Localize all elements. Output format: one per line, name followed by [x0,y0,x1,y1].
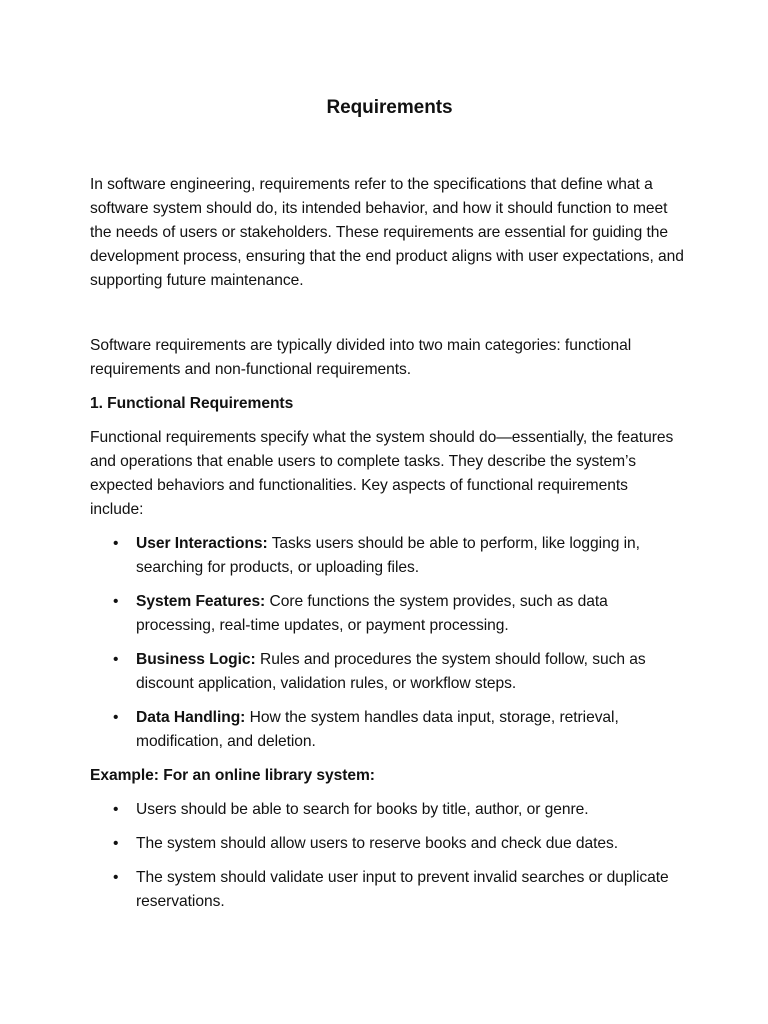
aspect-term: Data Handling: [136,709,246,726]
example-heading: Example: For an online library system: [90,767,375,784]
example-list [90,798,685,914]
list-item [90,798,685,822]
functional-requirements-heading: 1. Functional Requirements [90,395,294,412]
bullet-icon: • [113,535,119,552]
list-item [90,648,685,696]
list-item [90,532,685,580]
aspect-text: Rules and procedures the system should follow, such as discount application, validation rules, or workflow steps. [136,651,646,692]
example-text: Users should be able to search for books by title, author, or genre. [136,801,589,818]
bullet-icon: • [113,709,119,726]
document-body [90,94,685,924]
aspect-term: System Features: [136,593,266,610]
bullet-icon: • [113,593,119,610]
functional-aspects-list [90,532,685,754]
bullet-icon: • [113,835,119,852]
list-item [90,706,685,754]
aspect-text: How the system handles data input, storage, retrieval, modification, and deletion. [136,709,619,750]
aspect-term: Business Logic: [136,651,256,668]
list-item [90,832,685,856]
list-item [90,866,685,914]
list-item [90,590,685,638]
page-title: Requirements [326,97,453,118]
bullet-icon: • [113,869,119,886]
bullet-icon: • [113,801,119,818]
aspect-term: User Interactions: [136,535,268,552]
intro-paragraph: In software engineering, requirements refer to the specifications that define what a software system should do, its intended behavior, and how it should function to meet the needs of users or stakeholders. These requirements are essential for guiding the development process, ensuring that the end product aligns with user expectations, and supporting future maintenance. [90,176,684,289]
example-text: The system should allow users to reserve books and check due dates. [136,835,619,852]
categories-paragraph: Software requirements are typically divided into two main categories: functional requirements and non-functional requirements. [90,337,632,378]
bullet-icon: • [113,651,119,668]
aspect-text: Tasks users should be able to perform, like logging in, searching for products, or uploading files. [136,535,640,576]
example-text: The system should validate user input to prevent invalid searches or duplicate reservations. [136,869,669,910]
aspect-text: Core functions the system provides, such as data processing, real-time updates, or payment processing. [136,593,608,634]
functional-requirements-description: Functional requirements specify what the system should do—essentially, the features and operations that enable users to complete tasks. They describe the system’s expected behaviors and functionalities. Key aspects of functional requirements include: [90,429,674,518]
